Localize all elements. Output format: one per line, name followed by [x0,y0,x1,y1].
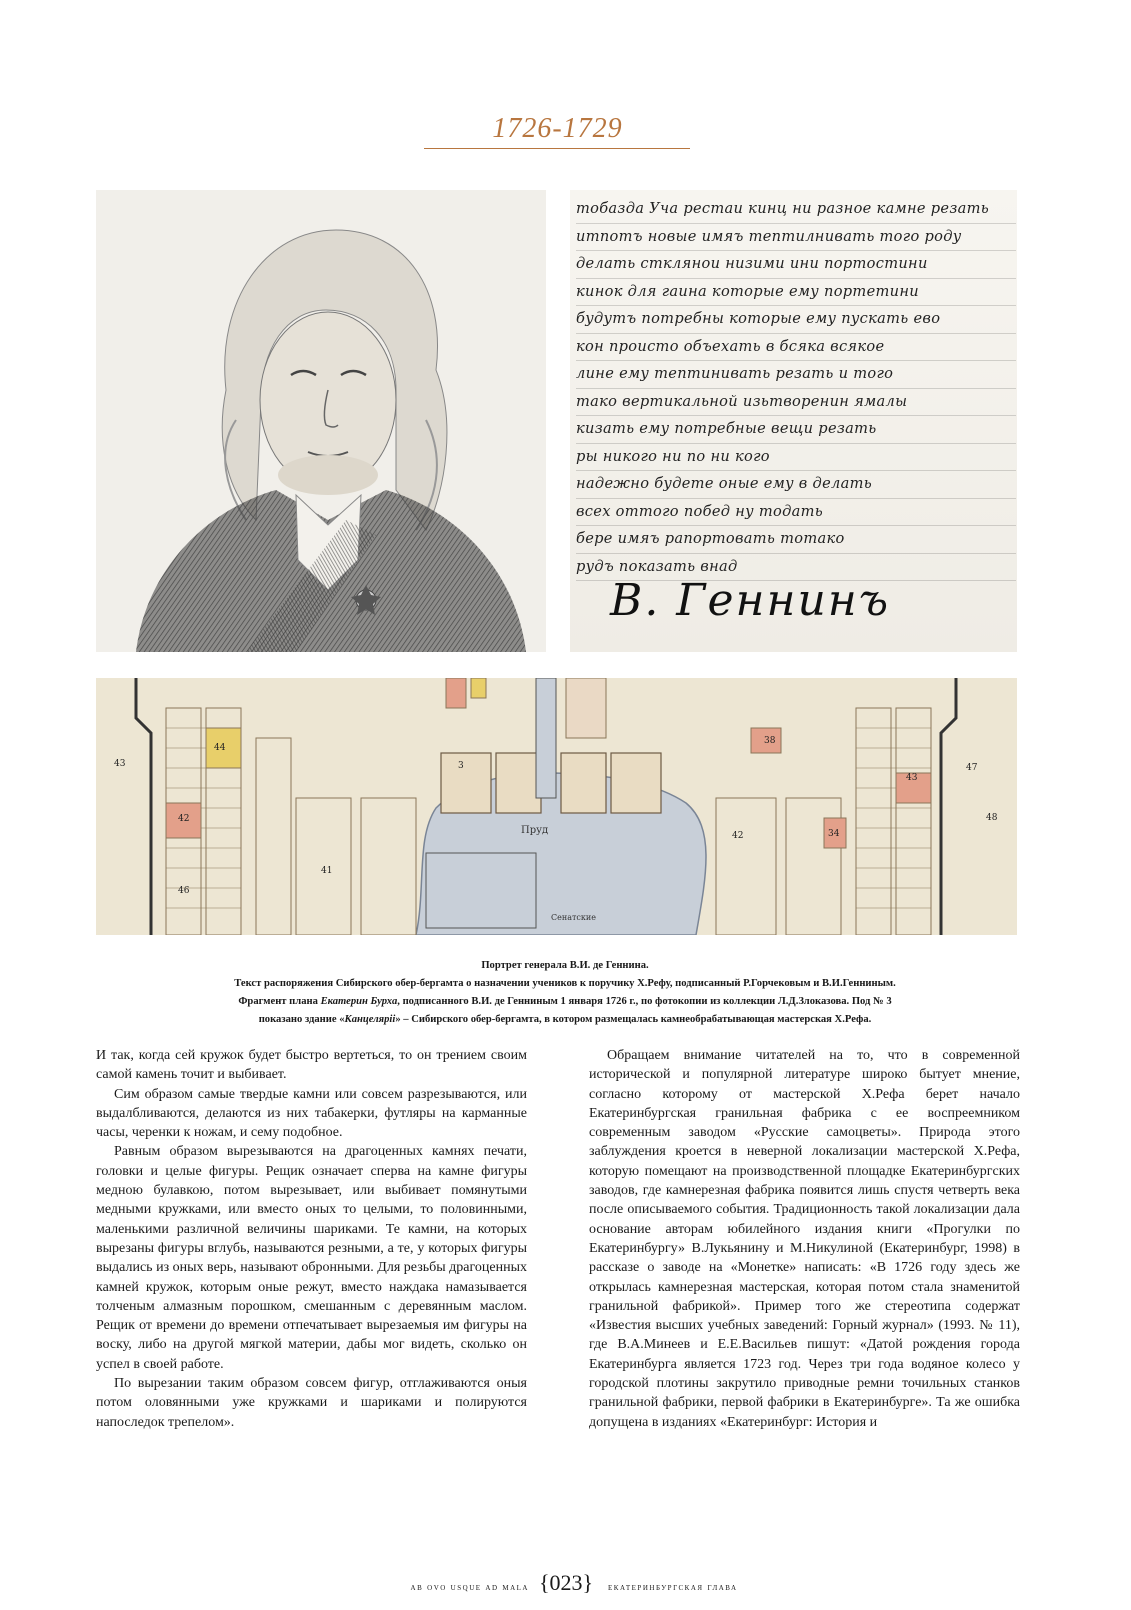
portrait-image [96,190,546,652]
caption-line: Портрет генерала В.И. де Геннина. [481,960,649,971]
paragraph: Равным образом вырезываются на драгоценных камнях печати, головки и целые фигуры. Рещик означает сперва на камне фигуры медною булавкою, потом вырезывает, или выбивает помянутыми медными кружками, или вместо оных то целыми, то половинными, маленькими различной величины шариками. Те камни, на которых вырезаны фигуры вглубь, называются резными, а те, у которых фигуры выдались из оных верь, называют обронными. Для резьбы драгоценных камней кружок, которым оные режут, вместо наждака намазывается толченым алмазным порошком, смешанным с деревянным маслом. Рещик от времени до времени отпечатывает вырезаемыя им фигуры на воску, либо на другой мягкой материи, дабы мог видеть, сколько он успел в своей работе. [96,1144,527,1372]
left-text-column [96,1046,527,1432]
manuscript-line: делать стклянои низими ини портостини [576,251,1016,279]
right-text-column [589,1046,1020,1432]
page-number: {023} [538,1570,594,1595]
manuscript-line: итпотъ новые имяъ тептилнивать того роду [576,224,1016,252]
caption-line: показано здание «Канцелярii» – Сибирского обер-бергамта, в котором размещалась камнеобрабатывающая мастерская Х.Рефа. [258,1014,872,1025]
manuscript-line: всех оттого побед ну тодать [576,499,1016,527]
plan-number: 38 [764,736,776,746]
plan-number: 44 [214,743,226,753]
manuscript-line: кизать ему потребные вещи резать [576,416,1016,444]
manuscript-line: тобазда Уча рестаи кинц ни разное камнe резать [576,196,1016,224]
footer-right-text: екатеринбургская глава [608,1583,738,1593]
caption-line: Фрагмент плана Екатерин Бурха, подписанного В.И. де Генниным 1 января 1726 г., по фотокопии из коллекции Л.Д.Злоказова. Под № 3 [238,996,892,1007]
signature: В. Геннинъ [610,575,891,626]
plan-number: 34 [828,829,840,839]
plan-number: 47 [966,763,978,773]
plan-number: 46 [178,886,190,896]
plan-lake-label: Пруд [521,825,549,836]
page-header-years: 1726-1729 [492,113,623,144]
manuscript-line: надежно будете оные ему в делать [576,471,1016,499]
page-footer [0,1570,1131,1610]
paragraph: Обращаем внимание читателей на то, что в современной исторической и популярной литературе широко бытует мнение, согласно которому от мастерской Х.Рефа берет начало Екатеринбургская гранильная фабрика с ее воспреемником современным заводом «Русские самоцветы». Природа этого заблуждения кроется в неверной локализации мастерской Х.Рефа, которую помещают на производственной площадке Екатеринбургских заводов, где камнерезная фабрика появится лишь спустя четверть века после описываемого события. Традиционность такой локализации дала основание авторам юбилейного издания книги «Прогулки по Екатеринбургу» В.Лукьянину и М.Никулиной (Екатеринбург, 1998) в рассказе о заводе на «Монетке» написать: «В 1726 году здесь же открылась камнерезная мастерская, которая потом стала знаменитой гранильной фабрикой». Пример того же стереотипа содержат «Известия высших учебных заведений: Горный журнал» (1993. № 11), где В.А.Минеев и Е.Е.Васильев пишут: «Датой рождения города Екатеринбурга является 1723 год. Через три года водяное колесо у городской плотины закрутило приводные ремни точильных станков гранильной фабрики, первой фабрики в Екатеринбурге». Та же ошибка допущена в изданиях «Екатеринбург: История и [589,1048,1020,1430]
manuscript-line: будутъ потребны которые ему пускать ево [576,306,1016,334]
manuscript-line: тако вертикальной изьтворенин ямалы [576,389,1016,417]
plan-box-label: Сенатские [551,913,596,922]
plan-number: 3 [458,761,464,771]
plan-number: 43 [906,773,918,783]
plan-number: 48 [986,813,998,823]
manuscript-line: ры никого ни по ни кого [576,444,1016,472]
figure-caption [110,957,1020,1029]
plan-number: 43 [114,759,126,769]
manuscript-line: бере имяъ рапортовать тотако [576,526,1016,554]
manuscript-line: рудъ показать внад [576,554,1016,582]
manuscript-line: кинок для гаина которые ему портетини [576,279,1016,307]
paragraph: И так, когда сей кружок будет быстро вертеться, то он трением своим самой камень точит и выбивает. [96,1048,527,1083]
paragraph: По вырезании таким образом совсем фигур, отглаживаются оныя потом оловянными уже кружками и шариками и полируются напоследок трепелом». [96,1376,527,1430]
manuscript-image [570,190,1017,652]
plan-number: 42 [732,831,744,841]
manuscript-line: кон происто объехать в бсяка всякое [576,334,1016,362]
header-rule [424,148,690,149]
manuscript-text [576,196,1016,581]
plan-number: 42 [178,814,190,824]
manuscript-line: лине ему тептинивать резать и того [576,361,1016,389]
paragraph: Сим образом самые твердые камни или совсем разрезываются, или выдалбливаются, делаются из них табакерки, футляры на карманные часы, черенки к ножам, и сему подобное. [96,1086,527,1141]
plan-image [96,678,1017,935]
footer-left-text: ab ovo usque ad mala [410,1583,529,1593]
plan-number: 41 [321,866,333,876]
caption-line: Текст распоряжения Сибирского обер-бергамта о назначении учеников к поручику Х.Рефу, подписанный Р.Горчековым и В.И.Генниным. [234,978,896,989]
